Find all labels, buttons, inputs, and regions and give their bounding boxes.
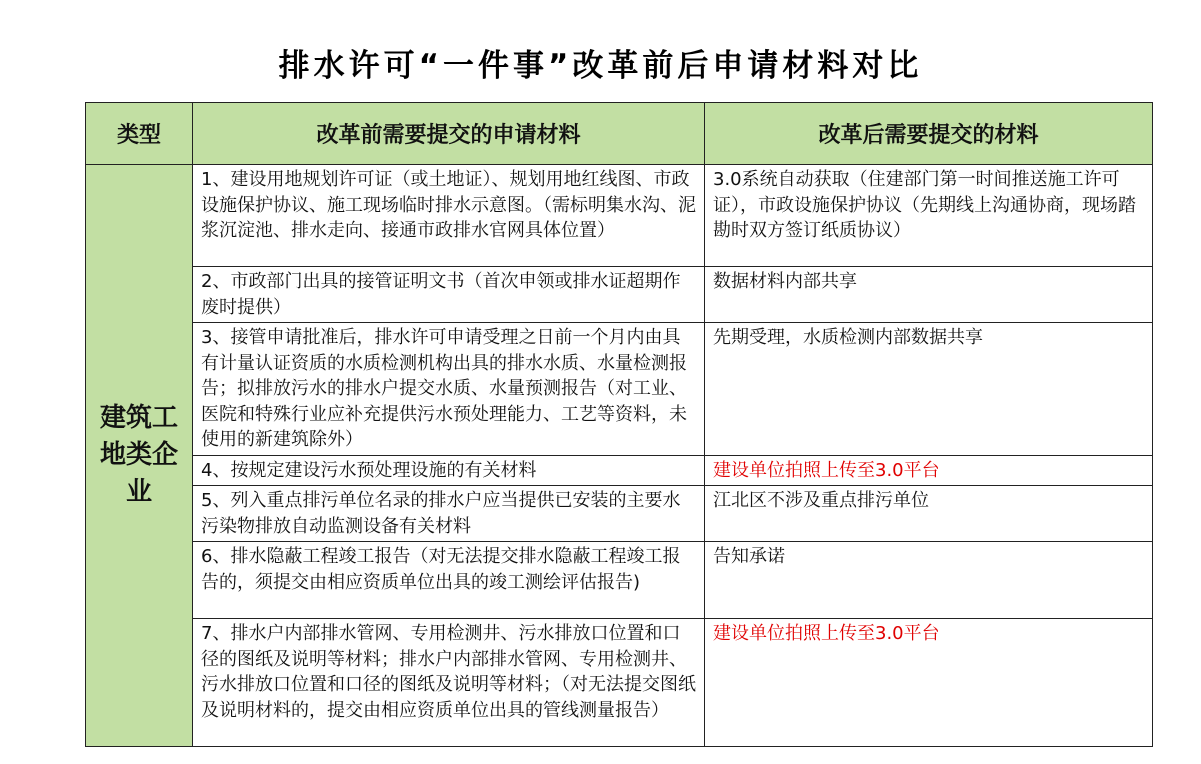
- table-header-row: [86, 103, 1153, 165]
- table-row: [86, 323, 1153, 456]
- after-cell: 3.0系统自动获取（住建部门第一时间推送施工许可证），市政设施保护协议（先期线上沟通协商，现场踏勘时双方签订纸质协议）: [705, 165, 1153, 267]
- header-after: 改革后需要提交的材料: [705, 103, 1153, 165]
- header-type: 类型: [86, 103, 193, 165]
- before-cell: 1、建设用地规划许可证（或土地证）、规划用地红线图、市政设施保护协议、施工现场临时排水示意图。（需标明集水沟、泥浆沉淀池、排水走向、接通市政排水官网具体位置）: [193, 165, 705, 267]
- after-cell-highlight: 建设单位拍照上传至3.0平台: [705, 619, 1153, 747]
- category-cell: 建筑工地类企业: [86, 165, 193, 747]
- after-cell: 数据材料内部共享: [705, 267, 1153, 323]
- before-cell: 2、市政部门出具的接管证明文书（首次申领或排水证超期作废时提供）: [193, 267, 705, 323]
- comparison-table: [85, 102, 1153, 747]
- before-cell: 3、接管申请批准后，排水许可申请受理之日前一个月内由具有计量认证资质的水质检测机构出具的排水水质、水量检测报告；拟排放污水的排水户提交水质、水量预测报告（对工业、医院和特殊行业应补充提供污水预处理能力、工艺等资料，未使用的新建筑除外）: [193, 323, 705, 456]
- before-cell: 4、按规定建设污水预处理设施的有关材料: [193, 455, 705, 486]
- before-cell: 6、排水隐蔽工程竣工报告（对无法提交排水隐蔽工程竣工报告的，须提交由相应资质单位出具的竣工测绘评估报告): [193, 542, 705, 619]
- table-row: [86, 486, 1153, 542]
- table-row: [86, 165, 1153, 267]
- before-cell: 7、排水户内部排水管网、专用检测井、污水排放口位置和口径的图纸及说明等材料；排水户内部排水管网、专用检测井、污水排放口位置和口径的图纸及说明等材料；（对无法提交图纸及说明材料的，提交由相应资质单位出具的管线测量报告）: [193, 619, 705, 747]
- table-row: [86, 619, 1153, 747]
- header-before: 改革前需要提交的申请材料: [193, 103, 705, 165]
- after-cell: 先期受理，水质检测内部数据共享: [705, 323, 1153, 456]
- table-row: [86, 542, 1153, 619]
- before-cell: 5、列入重点排污单位名录的排水户应当提供已安装的主要水污染物排放自动监测设备有关材料: [193, 486, 705, 542]
- after-cell: 告知承诺: [705, 542, 1153, 619]
- table-row: [86, 455, 1153, 486]
- page-title: 排水许可“一件事”改革前后申请材料对比: [278, 48, 923, 84]
- after-cell: 江北区不涉及重点排污单位: [705, 486, 1153, 542]
- after-cell-highlight: 建设单位拍照上传至3.0平台: [705, 455, 1153, 486]
- table-row: [86, 267, 1153, 323]
